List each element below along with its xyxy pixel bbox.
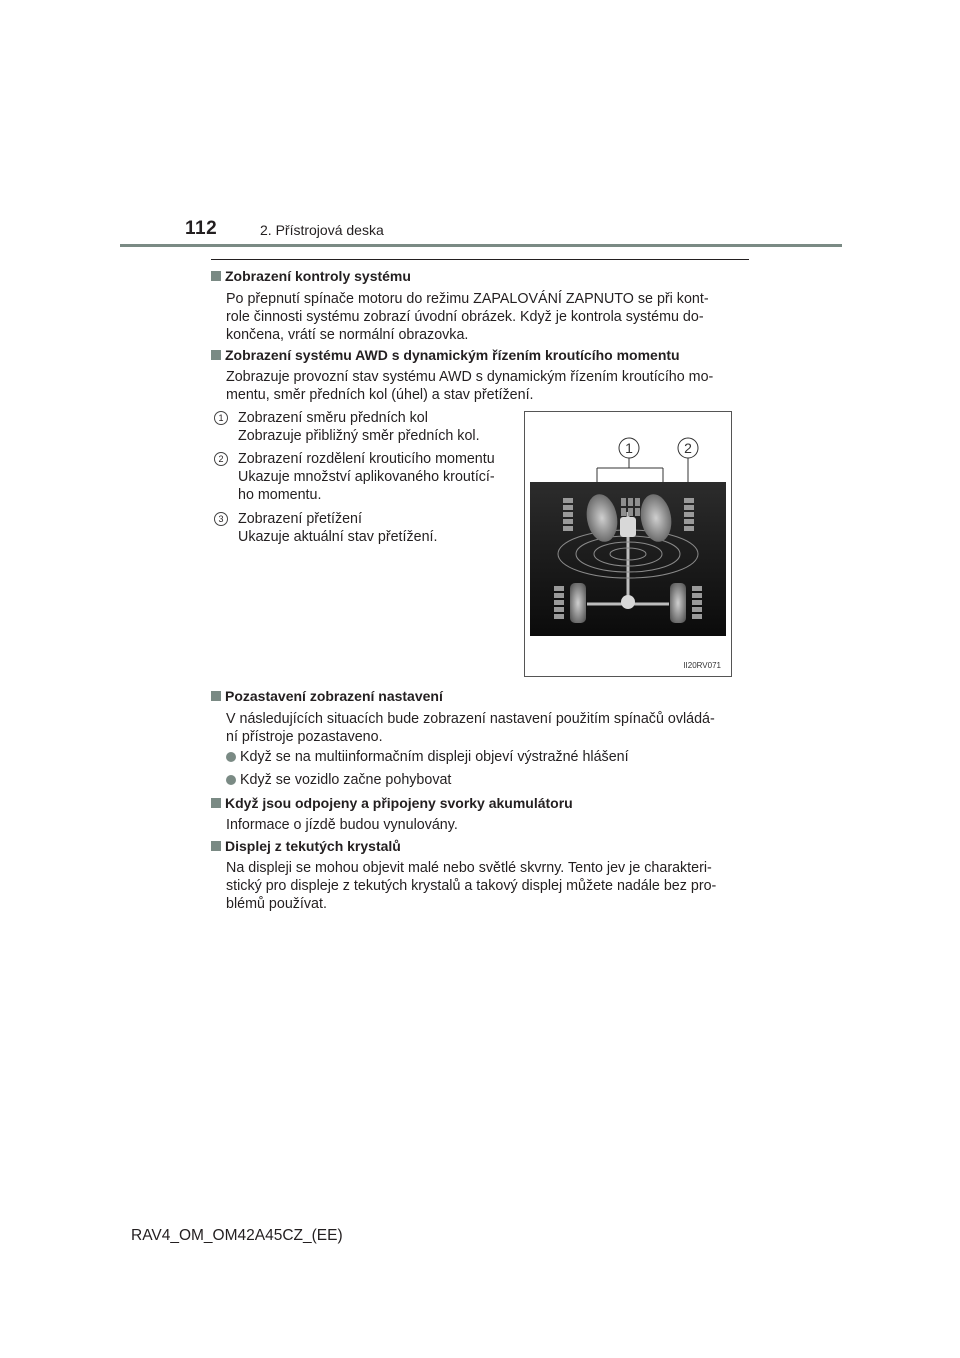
page-number: 112 (185, 218, 218, 239)
section-rule (211, 259, 749, 260)
text-line: končena, vrátí se normální obrazovka. (226, 327, 469, 343)
text-line: Zobrazuje provozní stav systému AWD s dynamickým řízením kroutícího mo- (226, 369, 714, 385)
circled-number-2-icon: 2 (214, 452, 228, 466)
text-line: ní přístroje pozastaveno. (226, 729, 383, 745)
chapter-title: 2. Přístrojová deska (260, 222, 384, 238)
section-heading-pause-settings (211, 688, 443, 704)
circled-number-3-icon: 3 (214, 512, 228, 526)
section-text-pause-settings (226, 710, 746, 746)
section-heading-system-check (211, 268, 411, 284)
awd-display-illustration (525, 412, 731, 676)
item-1 (214, 409, 480, 445)
section-text-lcd (226, 859, 746, 913)
square-bullet-icon (211, 691, 221, 701)
heading-text: Když jsou odpojeny a připojeny svorky akumulátoru (225, 795, 573, 811)
text-line: Informace o jízdě budou vynulovány. (226, 817, 458, 833)
text-line: blémů používat. (226, 896, 327, 912)
figure-code: II20RV071 (683, 661, 721, 670)
heading-text: Displej z tekutých krystalů (225, 838, 401, 854)
circled-number-1-icon: 1 (214, 411, 228, 425)
item-desc: ho momentu. (238, 487, 322, 503)
section-heading-lcd (211, 838, 401, 854)
item-2 (214, 450, 495, 504)
text-line: Po přepnutí spínače motoru do režimu ZAPALOVÁNÍ ZAPNUTO se při kont- (226, 291, 709, 307)
item-title: Zobrazení směru předních kol (238, 410, 428, 426)
section-heading-awd (211, 347, 680, 363)
section-heading-battery (211, 795, 573, 811)
round-bullet-icon (226, 752, 236, 762)
square-bullet-icon (211, 271, 221, 281)
heading-text: Zobrazení systému AWD s dynamickým řízením kroutícího momentu (225, 347, 680, 363)
item-title: Zobrazení přetížení (238, 511, 362, 527)
text-line: stický pro displeje z tekutých krystalů a takový displej můžete nadále bez pro- (226, 878, 717, 894)
section-text-battery (226, 816, 746, 834)
text-line: V následujících situacích bude zobrazení nastavení použitím spínačů ovládá- (226, 711, 715, 727)
square-bullet-icon (211, 350, 221, 360)
item-title: Zobrazení rozdělení krouticího momentu (238, 451, 495, 467)
heading-text: Pozastavení zobrazení nastavení (225, 688, 443, 704)
bullet-item (226, 749, 629, 765)
section-text-system-check (226, 290, 746, 344)
footer-document-code: RAV4_OM_OM42A45CZ_(EE) (131, 1227, 343, 1244)
awd-display-figure (524, 411, 732, 677)
item-desc: Ukazuje množství aplikovaného kroutící- (238, 469, 495, 485)
text-line: role činnosti systému zobrazí úvodní obrázek. Když je kontrola systému do- (226, 309, 704, 325)
bullet-text: Když se vozidlo začne pohybovat (240, 772, 452, 788)
header-rule (120, 244, 842, 247)
square-bullet-icon (211, 841, 221, 851)
item-3 (214, 510, 437, 546)
callout-1-label: 1 (625, 440, 633, 456)
bullet-item (226, 772, 451, 788)
bullet-text: Když se na multiinformačním displeji objeví výstražné hlášení (240, 749, 629, 765)
callout-2-label: 2 (684, 440, 692, 456)
text-line: mentu, směr předních kol (úhel) a stav přetížení. (226, 387, 534, 403)
item-desc: Ukazuje aktuální stav přetížení. (238, 529, 438, 545)
text-line: Na displeji se mohou objevit malé nebo světlé skvrny. Tento jev je charakteri- (226, 860, 712, 876)
heading-text: Zobrazení kontroly systému (225, 268, 411, 284)
item-desc: Zobrazuje přibližný směr předních kol. (238, 428, 480, 444)
square-bullet-icon (211, 798, 221, 808)
round-bullet-icon (226, 775, 236, 785)
section-text-awd (226, 368, 746, 404)
